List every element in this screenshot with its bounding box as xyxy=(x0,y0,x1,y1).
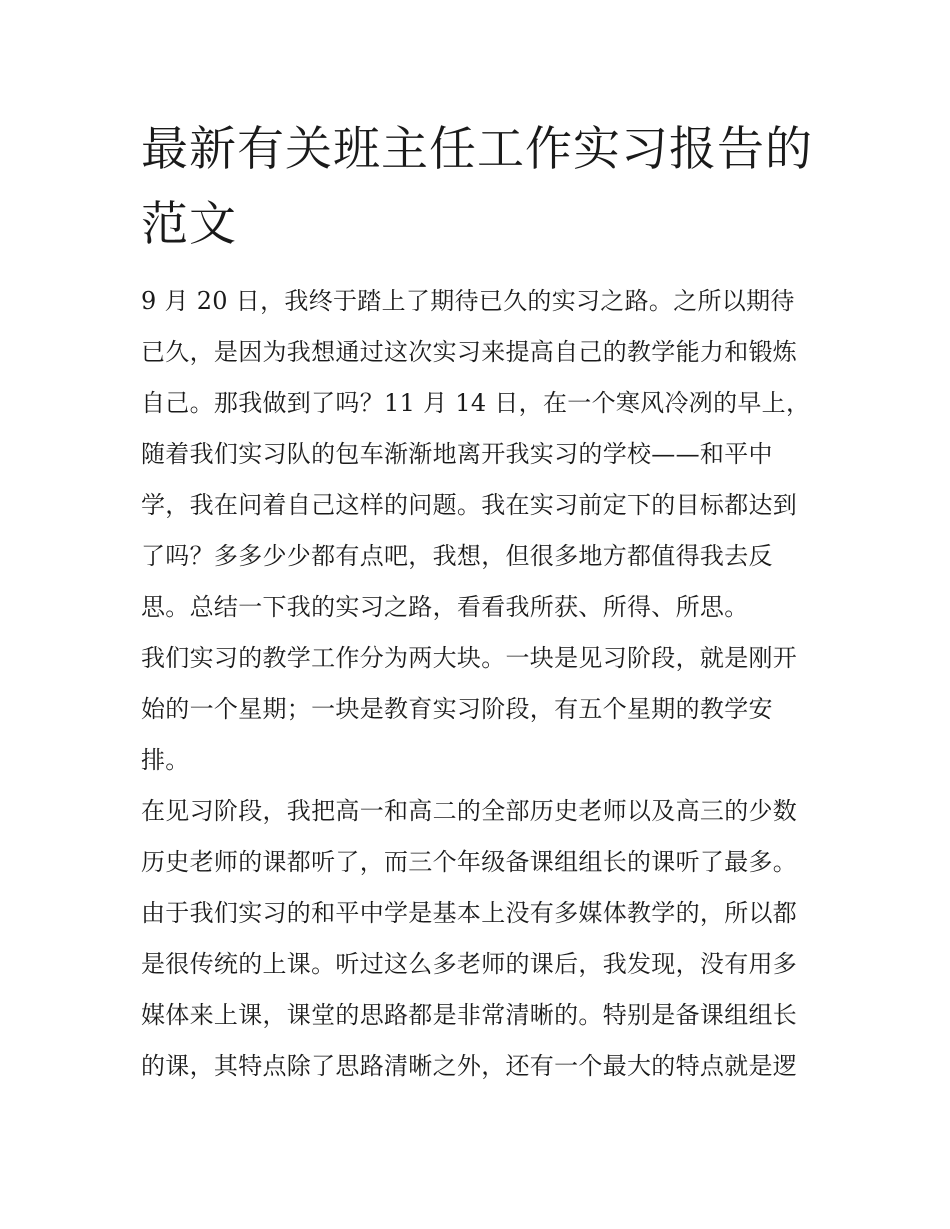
paragraph-3: 在见习阶段，我把高一和高二的全部历史老师以及高三的少数历史老师的课都听了，而三个年级备课组组长的课听了最多。由于我们实习的和平中学是基本上没有多媒体教学的，所以都是很传统的上课。听过这么多老师的课后，我发现，没有用多媒体来上课，课堂的思路都是非常清晰的。特别是备课组组长的课，其特点除了思路清晰之外，还有一个最大的特点就是逻 xyxy=(141,797,798,1080)
paragraph-1: 9 月 20 日，我终于踏上了期待已久的实习之路。之所以期待已久，是因为我想通过这次实习来提高自己的教学能力和锻炼自己。那我做到了吗？11 月 14 日，在一个寒风冷冽的早上，随着我们实习队的包车渐渐地离开我实习的学校——和平中学，我在问着自己这样的问题。我在实习前定下的目标都达到了吗？多多少少都有点吧，我想，但很多地方都值得我去反思。总结一下我的实习之路，看看我所获、所得、所思。 xyxy=(141,287,811,621)
paragraph-2: 我们实习的教学工作分为两大块。一块是见习阶段，就是刚开始的一个星期；一块是教育实习阶段，有五个星期的教学安排。 xyxy=(141,644,798,774)
document-title: 最新有关班主任工作实习报告的范文 xyxy=(141,122,813,252)
document-body xyxy=(141,112,813,1092)
